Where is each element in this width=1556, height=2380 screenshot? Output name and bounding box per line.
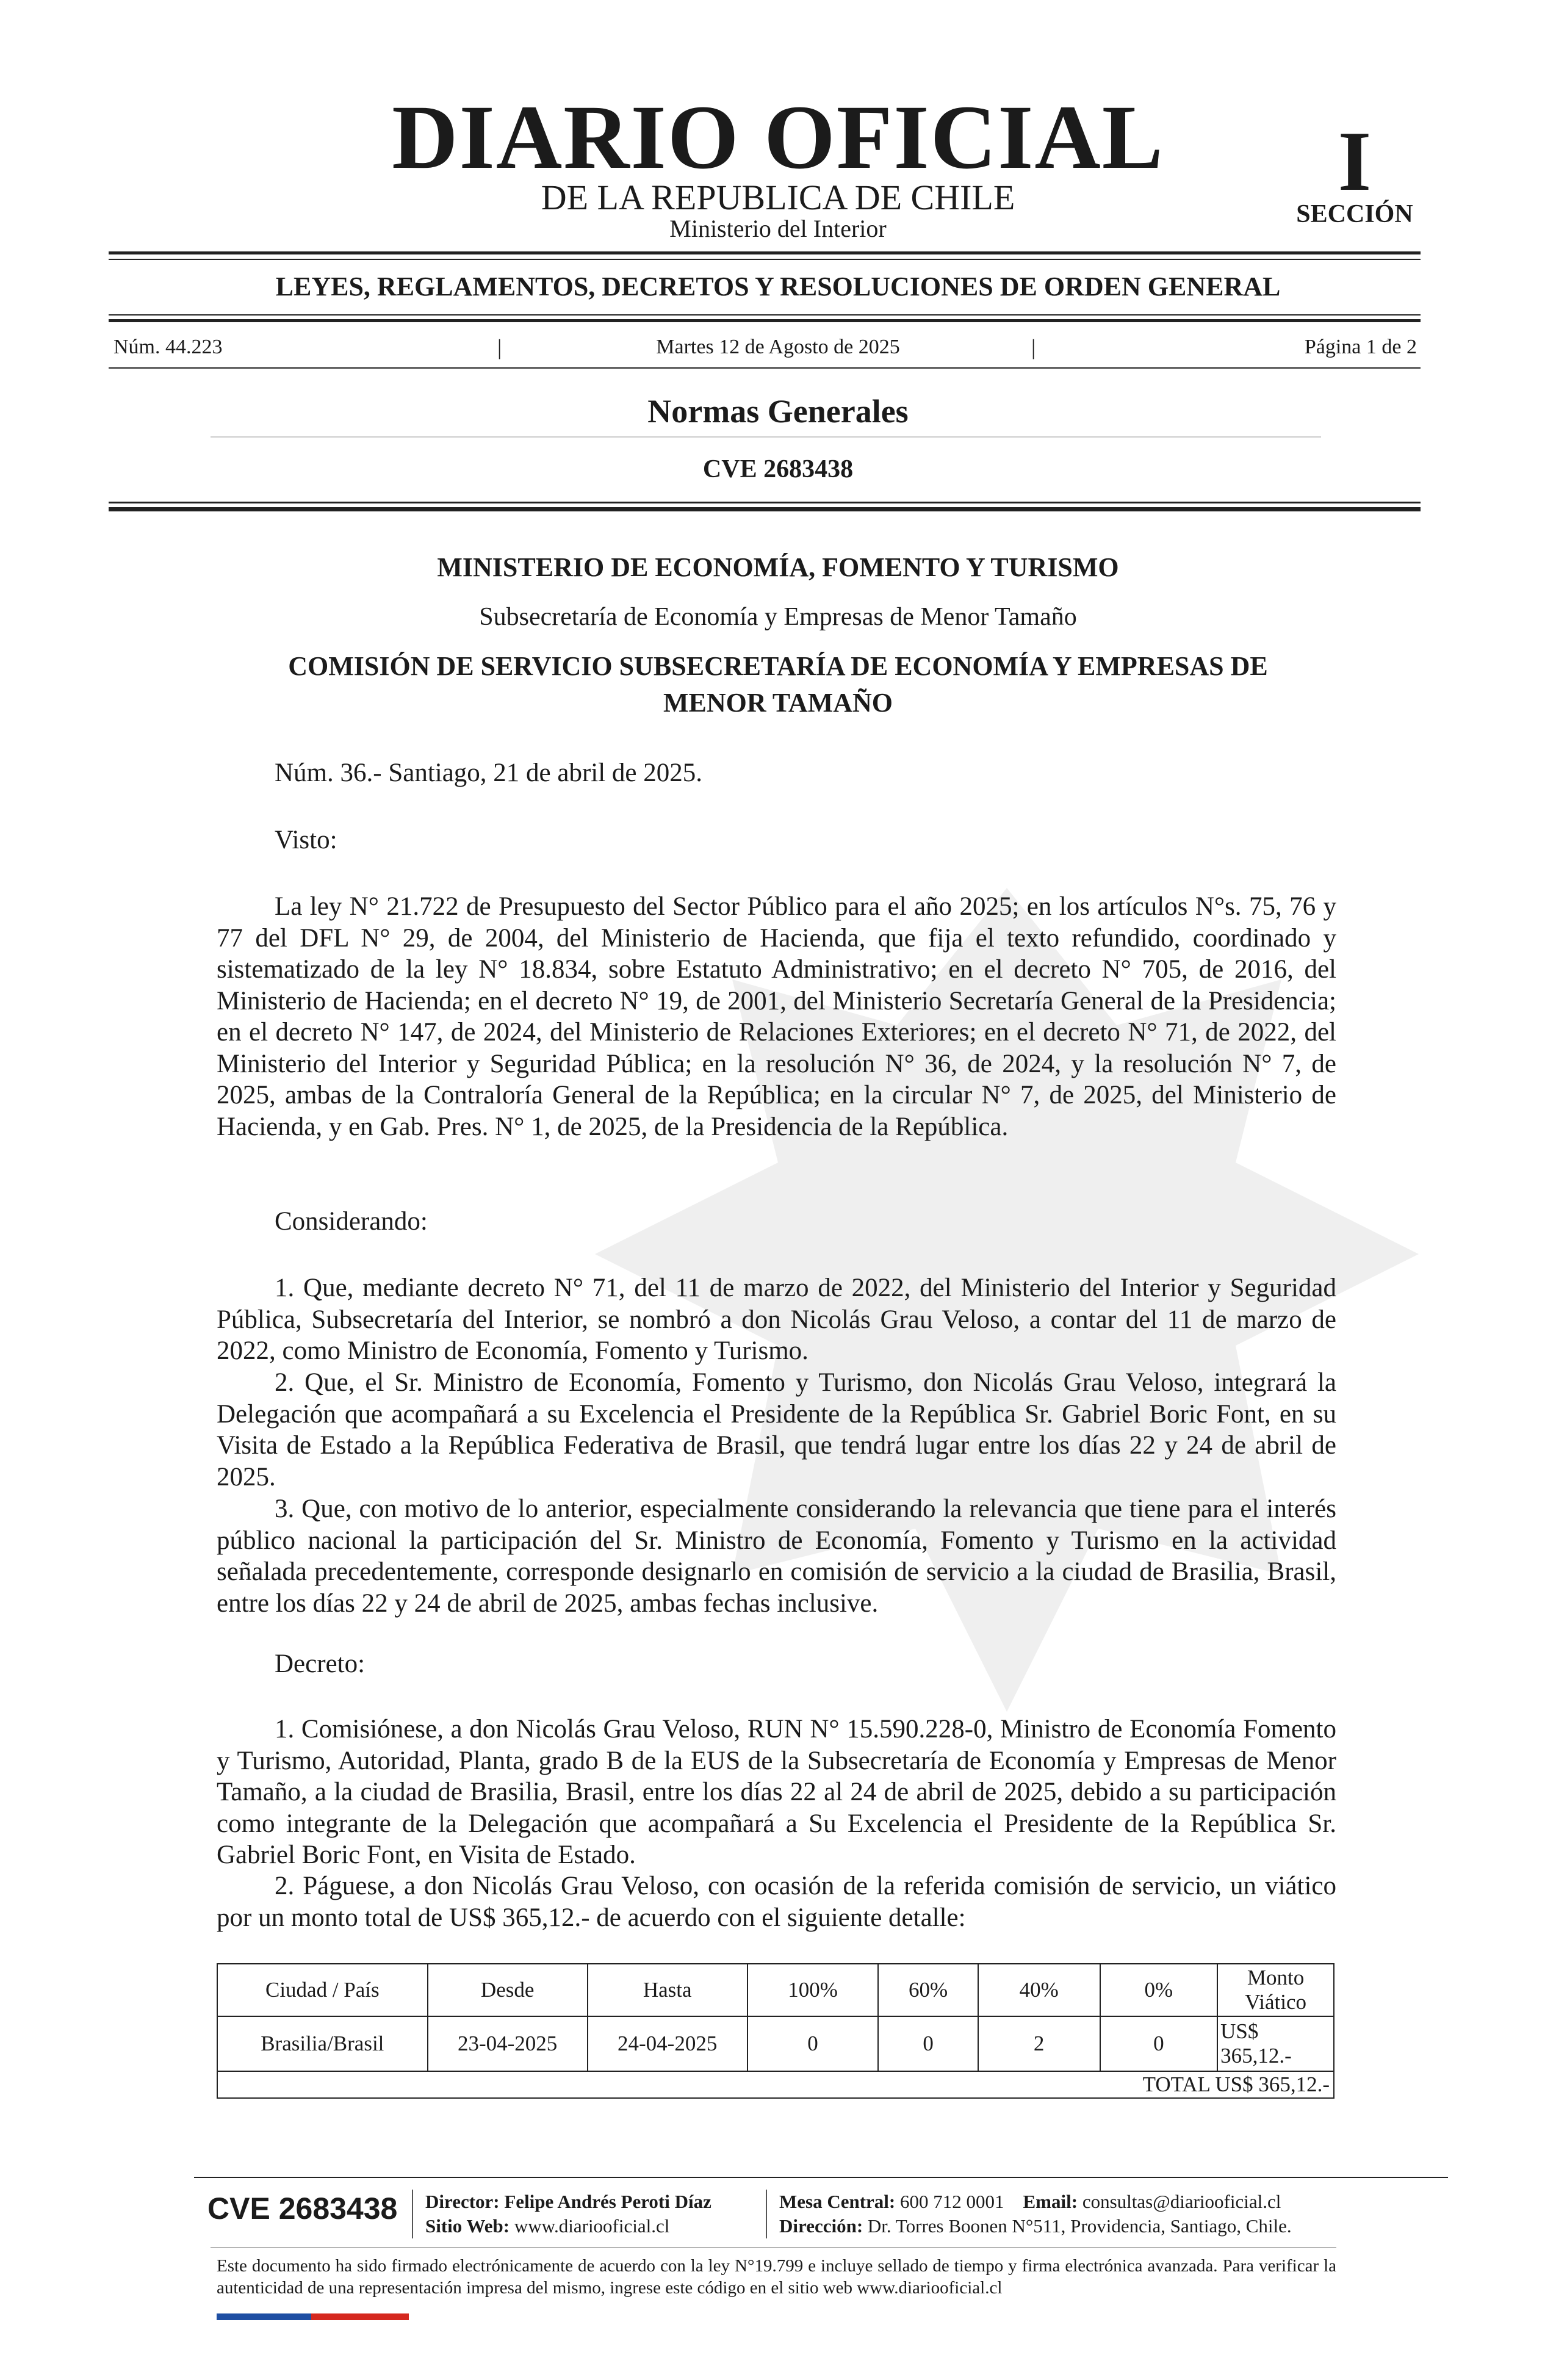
heading-divider bbox=[211, 436, 1321, 438]
footer-web-link[interactable]: www.diariooficial.cl bbox=[514, 2215, 670, 2237]
masthead-title: DIARIO OFICIAL bbox=[392, 87, 1164, 188]
ministry-heading: MINISTERIO DE ECONOMÍA, FOMENTO Y TURISMO bbox=[437, 552, 1119, 582]
footer-legal-note: Este documento ha sido firmado electrónicamente de acuerdo con la ley N°19.799 e incluye sellado de tiempo y firma electrónica avanzada. Para verificar la autenticidad de una representación impresa del mismo, ingrese este código en el sitio web www.diariooficial.cl bbox=[217, 2256, 1336, 2298]
decreto-item: 2. Páguese, a don Nicolás Grau Veloso, con ocasión de la referida comisión de servicio, un viático por un monto total de US$ 365,12.- de acuerdo con el siguiente detalle: bbox=[217, 1872, 1336, 1932]
masthead-subtitle: DE LA REPUBLICA DE CHILE bbox=[541, 178, 1015, 217]
cve-rule-thick bbox=[109, 507, 1421, 511]
subsecretaria-heading: Subsecretaría de Economía y Empresas de Menor Tamaño bbox=[479, 603, 1077, 631]
flag-stripe-red bbox=[311, 2313, 409, 2320]
footer-phone: 600 712 0001 bbox=[900, 2191, 1004, 2212]
issue-separator: | bbox=[497, 335, 502, 359]
issue-date: Martes 12 de Agosto de 2025 bbox=[656, 336, 900, 358]
cve-rule bbox=[109, 502, 1421, 503]
viatico-table bbox=[217, 1963, 1334, 2099]
table-cell: 0 bbox=[878, 2016, 978, 2071]
header-rule-thin bbox=[109, 259, 1421, 260]
banner-rule-thick bbox=[109, 319, 1421, 322]
table-header: Desde bbox=[428, 1964, 588, 2016]
decreto-label: Decreto: bbox=[275, 1650, 366, 1678]
table-header: Monto Viático bbox=[1217, 1964, 1334, 2016]
considerando-item: 1. Que, mediante decreto N° 71, del 11 de marzo de 2022, del Ministerio del Interior y Seguridad Pública, Subsecretaría del Interior, se nombró a don Nicolás Grau Veloso, a contar del 11 de marzo de 2022, como Ministro de Economía, Fomento y Turismo. bbox=[217, 1274, 1336, 1365]
considerando-item: 2. Que, el Sr. Ministro de Economía, Fomento y Turismo, don Nicolás Grau Veloso, integrará la Delegación que acompañará a su Excelencia el Presidente de la República Sr. Gabriel Boric Font, en su Visita de Estado a la República Federativa de Brasil, que tendrá lugar entre los días 22 y 24 de abril de 2025. bbox=[217, 1368, 1336, 1491]
issue-rule bbox=[109, 367, 1421, 369]
footer-email-link[interactable]: consultas@diariooficial.cl bbox=[1082, 2191, 1281, 2212]
visto-paragraph: La ley N° 21.722 de Presupuesto del Sector Público para el año 2025; en los artículos N°s. 75, 76 y 77 del DFL N° 29, de 2004, del Ministerio de Hacienda, que fija el texto refundido, coordinado y sistematizado de la ley N° 18.834, sobre Estatuto Administrativo; en el decreto N° 705, de 2016, del Ministerio de Hacienda; en el decreto N° 19, de 2001, del Ministerio Secretaría General de la Presidencia; en el decreto N° 147, de 2024, del Ministerio de Relaciones Exteriores; en el decreto N° 71, de 2022, del Ministerio del Interior y Seguridad Pública; en la resolución N° 36, de 2024, y la resolución N° 7, de 2025, ambas de la Contraloría General de la República; en la circular N° 7, de 2025, del Ministerio de Hacienda, y en Gab. Pres. N° 1, de 2025, de la Presidencia de la República. bbox=[217, 892, 1336, 1141]
issue-number: Núm. 44.223 bbox=[113, 336, 223, 358]
table-header: Hasta bbox=[588, 1964, 747, 2016]
footer-address-label: Dirección: bbox=[779, 2215, 863, 2237]
table-row bbox=[217, 2016, 1334, 2071]
issue-separator: | bbox=[1031, 335, 1036, 359]
considerando-label: Considerando: bbox=[275, 1207, 428, 1236]
table-header: Ciudad / País bbox=[217, 1964, 428, 2016]
table-total: TOTAL US$ 365,12.- bbox=[217, 2071, 1334, 2098]
considerando-item: 3. Que, con motivo de lo anterior, especialmente considerando la relevancia que tiene para el interés público nacional la participación del Sr. Ministro de Economía, Fomento y Turismo en la actividad señalada precedentemente, corresponde designarlo en comisión de servicio a la ciudad de Brasilia, Brasil, entre los días 22 y 24 de abril de 2025, ambas fechas inclusive. bbox=[217, 1495, 1336, 1618]
table-cell: 0 bbox=[1100, 2016, 1218, 2071]
footer-divider bbox=[766, 2190, 767, 2238]
footer-divider bbox=[412, 2190, 413, 2238]
banner-rule bbox=[109, 314, 1421, 316]
flag-stripe-blue bbox=[217, 2313, 311, 2320]
section-number: I bbox=[1338, 114, 1372, 209]
section-label: SECCIÓN bbox=[1296, 200, 1413, 228]
table-header: 100% bbox=[747, 1964, 879, 2016]
decreto-item: 1. Comisiónese, a don Nicolás Grau Veloso, RUN N° 15.590.228-0, Ministro de Economía Fomento y Turismo, Autoridad, Planta, grado B de la EUS de la Subsecretaría de Economía y Empresas de Menor Tamaño, a la ciudad de Brasilia, Brasil, entre los días 22 al 24 de abril de 2025, debido a su participación como integrante de la Delegación que acompañará a Su Excelencia el Presidente de la República Sr. Gabriel Boric Font, en Visita de Estado. bbox=[217, 1715, 1336, 1869]
footer-web-label: Sitio Web: bbox=[425, 2215, 510, 2237]
footer-director-block bbox=[425, 2190, 711, 2238]
footer-cve: CVE 2683438 bbox=[207, 2191, 398, 2226]
page-indicator: Página 1 de 2 bbox=[1304, 336, 1417, 358]
header-rule bbox=[109, 251, 1421, 254]
section-heading: Normas Generales bbox=[647, 393, 909, 430]
banner-title: LEYES, REGLAMENTOS, DECRETOS Y RESOLUCIONES DE ORDEN GENERAL bbox=[275, 272, 1281, 301]
table-cell: 24-04-2025 bbox=[588, 2016, 747, 2071]
table-cell: US$ 365,12.- bbox=[1217, 2016, 1334, 2071]
table-cell: 2 bbox=[978, 2016, 1100, 2071]
table-cell: Brasilia/Brasil bbox=[217, 2016, 428, 2071]
table-cell: 0 bbox=[747, 2016, 879, 2071]
table-header: 60% bbox=[878, 1964, 978, 2016]
footer-address: Dr. Torres Boonen N°511, Providencia, Santiago, Chile. bbox=[867, 2215, 1292, 2237]
footer-contact-block bbox=[779, 2190, 1292, 2238]
table-header: 0% bbox=[1100, 1964, 1218, 2016]
footer-phone-label: Mesa Central: bbox=[779, 2191, 896, 2212]
footer-director: Felipe Andrés Peroti Díaz bbox=[504, 2191, 711, 2212]
table-cell: 23-04-2025 bbox=[428, 2016, 588, 2071]
footer-director-label: Director: bbox=[425, 2191, 500, 2212]
footer-email-label: Email: bbox=[1023, 2191, 1078, 2212]
cve-code: CVE 2683438 bbox=[702, 455, 854, 483]
document-title: COMISIÓN DE SERVICIO SUBSECRETARÍA DE ECONOMÍA Y EMPRESAS DE bbox=[288, 651, 1268, 681]
footer-rule bbox=[194, 2177, 1448, 2178]
masthead-ministry: Ministerio del Interior bbox=[669, 215, 887, 242]
table-header: 40% bbox=[978, 1964, 1100, 2016]
footer-note-rule bbox=[211, 2247, 1336, 2248]
decree-number-date: Núm. 36.- Santiago, 21 de abril de 2025. bbox=[275, 759, 703, 787]
visto-label: Visto: bbox=[275, 826, 337, 854]
document-title-line2: MENOR TAMAÑO bbox=[663, 688, 893, 718]
